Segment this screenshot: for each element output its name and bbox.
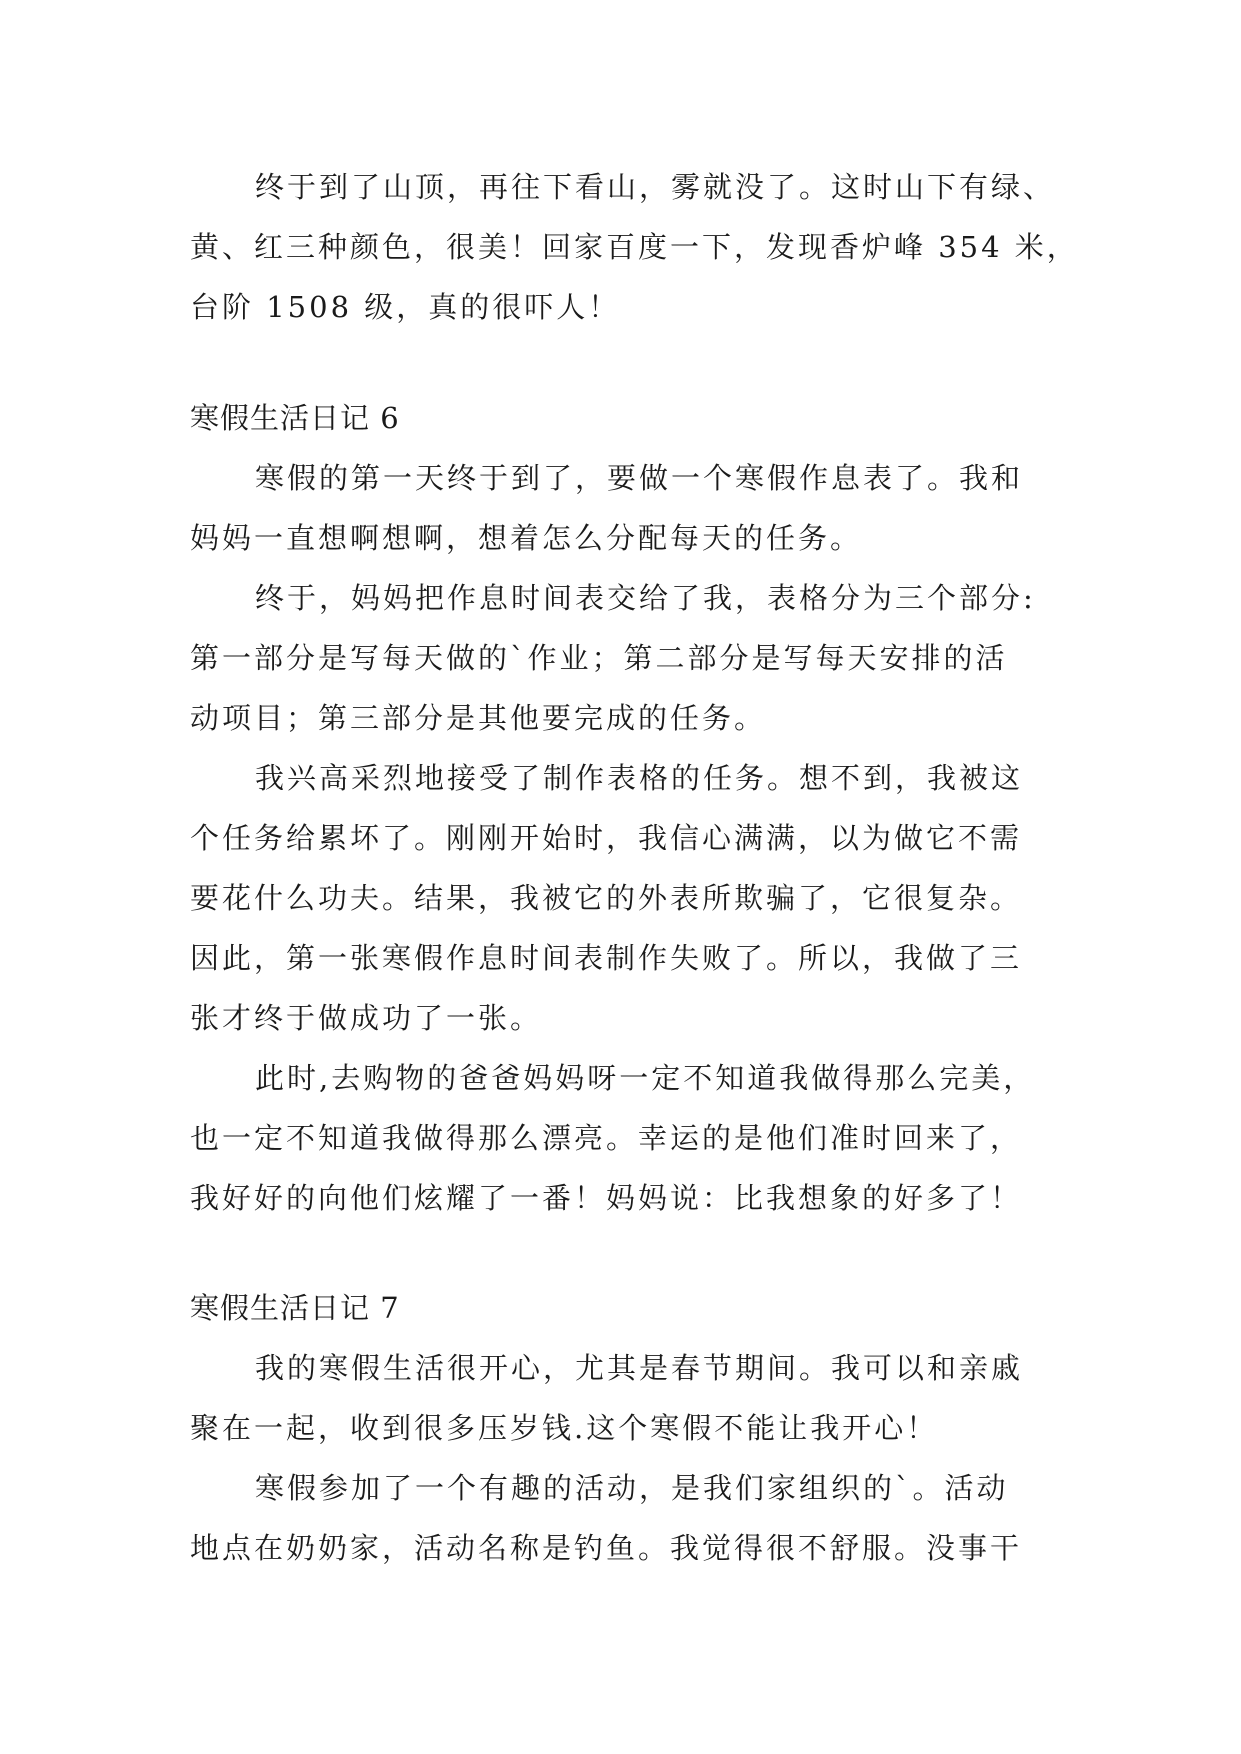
paragraph-line: 动项目；第三部分是其他要完成的任务。 [190,701,767,735]
paragraph-line: 张才终于做成功了一张。 [190,1001,543,1035]
paragraph-line: 此时,去购物的爸爸妈妈呀一定不知道我做得那么完美， [255,1061,1036,1095]
paragraph-line: 台阶 1508 级，真的很吓人！ [190,290,621,324]
paragraph-line: 寒假的第一天终于到了，要做一个寒假作息表了。我和 [255,461,1024,495]
paragraph-line: 妈妈一直想啊想啊，想着怎么分配每天的任务。 [190,521,863,555]
paragraph-line: 终于到了山顶，再往下看山，雾就没了。这时山下有绿、 [255,170,1056,204]
paragraph-line: 也一定不知道我做得那么漂亮。幸运的是他们准时回来了， [190,1121,1023,1155]
paragraph-line: 地点在奶奶家，活动名称是钓鱼。我觉得很不舒服。没事干 [190,1531,1023,1565]
paragraph-line: 第一部分是写每天做的`作业；第二部分是写每天安排的活 [190,641,1008,675]
paragraph-line: 黄、红三种颜色，很美！回家百度一下，发现香炉峰 354 米， [190,230,1079,264]
paragraph-line: 聚在一起，收到很多压岁钱.这个寒假不能让我开心！ [190,1411,939,1445]
section-heading: 寒假生活日记 6 [190,401,400,435]
paragraph-line: 要花什么功夫。结果，我被它的外表所欺骗了，它很复杂。 [190,881,1023,915]
paragraph-line: 个任务给累坏了。刚刚开始时，我信心满满，以为做它不需 [190,821,1023,855]
paragraph-line: 我的寒假生活很开心，尤其是春节期间。我可以和亲戚 [255,1351,1024,1385]
paragraph-line: 因此，第一张寒假作息时间表制作失败了。所以，我做了三 [190,941,1023,975]
paragraph-line: 我兴高采烈地接受了制作表格的任务。想不到，我被这 [255,761,1024,795]
paragraph-line: 寒假参加了一个有趣的活动，是我们家组织的`。活动 [255,1471,1009,1505]
section-heading: 寒假生活日记 7 [190,1291,400,1325]
paragraph-line: 终于，妈妈把作息时间表交给了我，表格分为三个部分: [255,581,1036,615]
paragraph-line: 我好好的向他们炫耀了一番！妈妈说：比我想象的好多了！ [190,1181,1023,1215]
